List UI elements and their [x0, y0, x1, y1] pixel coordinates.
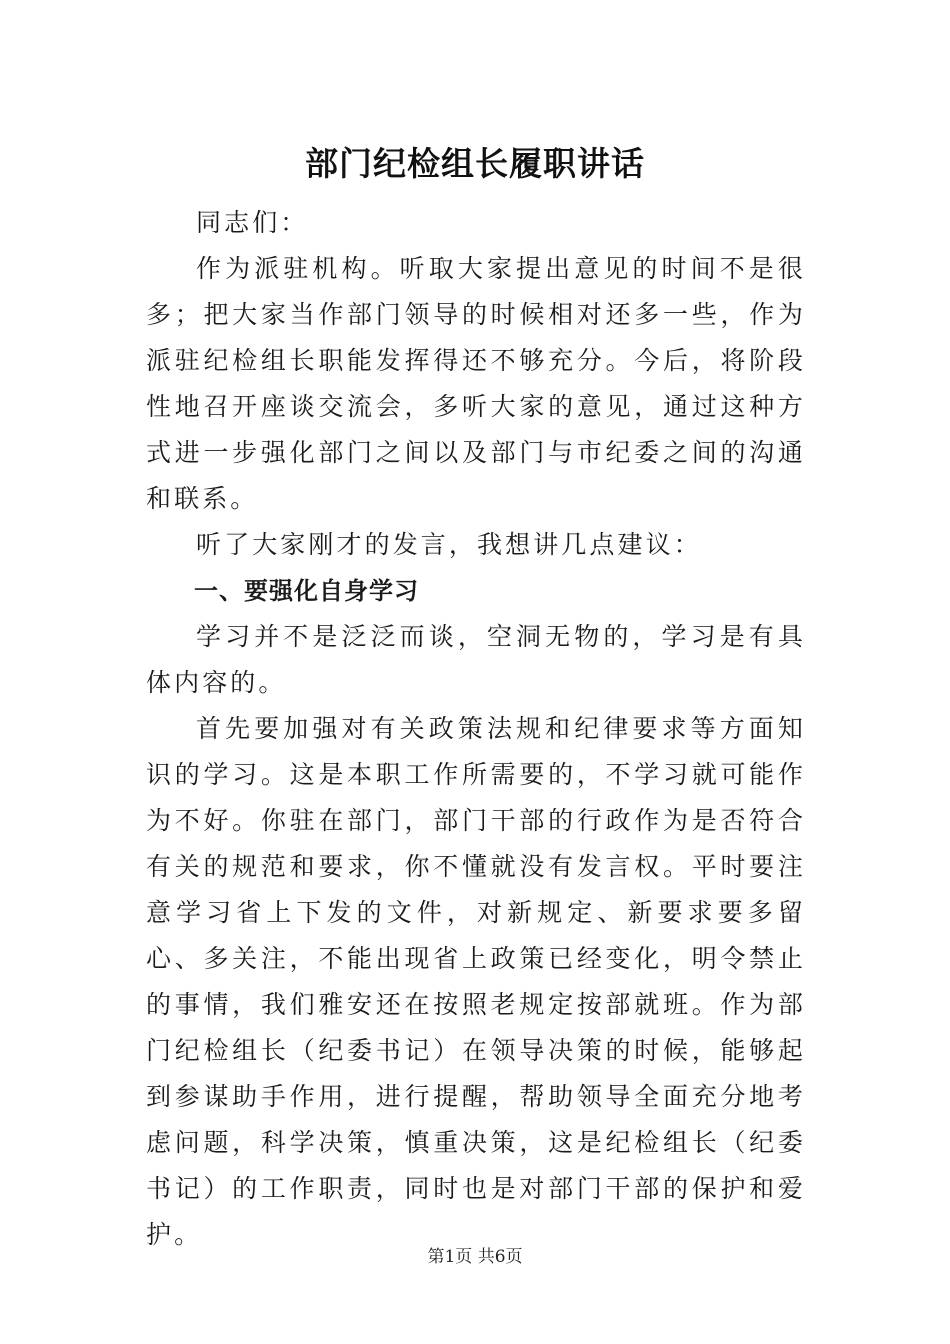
body-paragraph: 首先要加强对有关政策法规和纪律要求等方面知识的学习。这是本职工作所需要的，不学习就可能作为不好。你驻在部门，部门干部的行政作为是否符合有关的规范和要求，你不懂就没有发言权。平时要注意学习省上下发的文件，对新规定、新要求要多留心、多关注，不能出现省上政策已经变化，明令禁止的事情，我们雅安还在按照老规定按部就班。作为部门纪检组长（纪委书记）在领导决策的时候，能够起到参谋助手作用，进行提醒，帮助领导全面充分地考虑问题，科学决策，慎重决策，这是纪检组长（纪委书记）的工作职责，同时也是对部门干部的保护和爱护。 [146, 714, 806, 1249]
section-heading: 一、要强化自身学习 [194, 577, 419, 605]
body-paragraph: 听了大家刚才的发言，我想讲几点建议： [196, 530, 702, 559]
greeting-paragraph: 同志们： [196, 208, 309, 237]
body-paragraph: 作为派驻机构。听取大家提出意见的时间不是很多；把大家当作部门领导的时候相对还多一些，作为派驻纪检组长职能发挥得还不够充分。今后，将阶段性地召开座谈交流会，多听大家的意见，通过这种方式进一步强化部门之间以及部门与市纪委之间的沟通和联系。 [146, 254, 806, 513]
page-footer: 第1页 共6页 [427, 1247, 523, 1267]
document-body [146, 200, 806, 1258]
document-title: 部门纪检组长履职讲话 [305, 144, 645, 183]
body-paragraph: 学习并不是泛泛而谈，空洞无物的，学习是有具体内容的。 [146, 622, 806, 697]
